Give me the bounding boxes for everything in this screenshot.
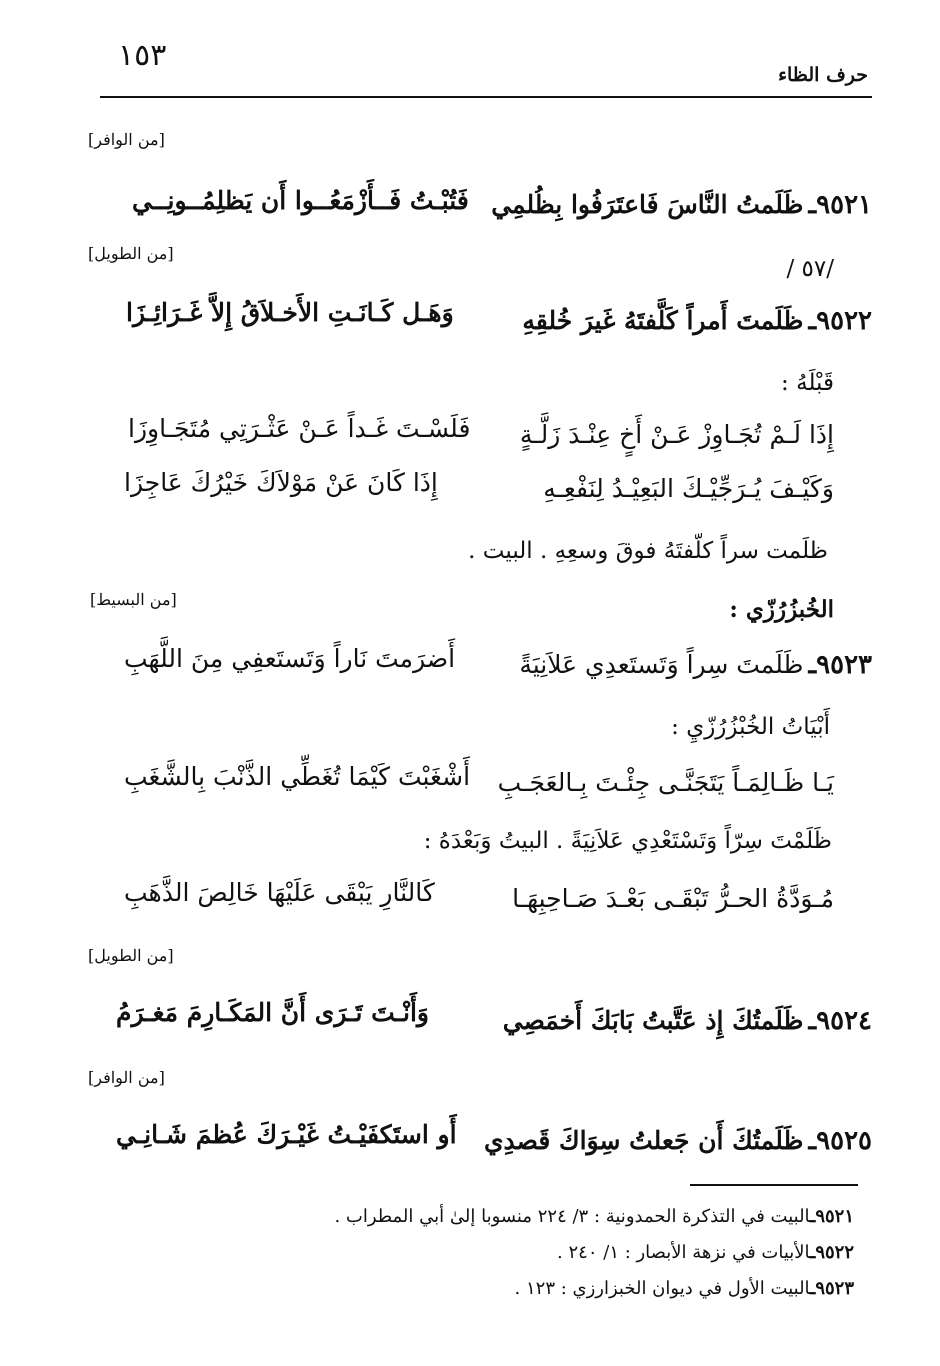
footnote-number: ٩٥٢٢ـ — [810, 1242, 854, 1263]
hemistich-first: إِذَا لَـمْ تُجَـاوِزْ عَـنْ أَخٍ عِنْـدَ زَلَّـةٍ — [519, 420, 834, 449]
verse-line — [519, 650, 872, 680]
hemistich-first: ظَلَمتُ النَّاسَ فَاعتَرَفُوا بِظُلمِي — [491, 190, 804, 219]
footnote-text: البيت في التذكرة الحمدونية : ٣/ ٢٢٤ منسوبا إلىٰ أبي المطراب . — [334, 1206, 811, 1227]
footnote — [515, 1278, 854, 1299]
page-number: ١٥٣ — [118, 38, 167, 73]
meter-label: [من الطويل] — [88, 244, 174, 263]
hemistich-second: فَتُبْـتُ فَــأَزْمَعُــوا أَن يَظلِمُــونِــي — [132, 186, 469, 215]
meter-label: [من الطويل] — [88, 946, 174, 965]
variant-line: ظلَمت سراً كلّفتَهُ فوقَ وسعِهِ . البيت . — [468, 538, 828, 564]
verse-number: ٩٥٢٢ـ — [808, 306, 872, 336]
hemistich-second: أَشْغَبْتَ كَيْمَا تُغَطِّي الذَّنْبَ بِالشَّغَبِ — [124, 762, 471, 791]
meter-label: [من الوافر] — [88, 1068, 165, 1087]
meter-label: [من الوافر] — [88, 130, 165, 149]
hemistich-second: فَلَسْـتَ غَـداً عَـنْ عَثْـرَتِي مُتَجَـاوِزَا — [128, 414, 471, 443]
hemistich-second: وَهَـل كَـانَـتِ الأَخـلاَقُ إِلاَّ غَـرَائِـزَا — [126, 298, 454, 327]
hemistich-first: مُـوَدَّةُ الحـرُّ تَبْقَـى بَعْـدَ صَـاحِبِهَـا — [512, 884, 834, 913]
verse-line — [491, 190, 872, 220]
verse-line — [522, 306, 872, 336]
footnote-divider — [690, 1184, 858, 1186]
footnote — [334, 1206, 854, 1227]
verse-number: ٩٥٢٤ـ — [808, 1006, 872, 1036]
hemistich-first: ظَلَمتُكَ إِذ عَتَّبتُ بَابَكَ أَخمَصِي — [502, 1006, 804, 1035]
reference-number: / ٥٧/ — [786, 256, 834, 282]
verse-number: ٩٥٢٣ـ — [808, 650, 872, 680]
hemistich-second: أَضرَمتَ نَاراً وَتَستَعفِي مِنَ اللَّهَبِ — [124, 644, 456, 673]
hemistich-second: وَأَنْـتَ تَـرَى أَنَّ المَكَـارِمَ مَغـرَمُ — [116, 998, 429, 1027]
hemistich-first: وَكَيْـفَ يُـرَجِّيْـكَ البَعِيْـدُ لِنَفْعِـهِ — [543, 474, 834, 503]
before-label: قَبْلَهُ : — [781, 370, 834, 396]
hemistich-second: إِذَا كَانَ عَنْ مَوْلاَكَ خَيْرُكَ عَاجِزَا — [124, 468, 438, 497]
hemistich-first: ظَلَمتَ أَمراً كَلَّفتَهُ غَيرَ خُلقِهِ — [522, 306, 804, 335]
footnote-number: ٩٥٢١ـ — [810, 1206, 854, 1227]
verse-line — [503, 1006, 872, 1036]
meter-label: [من البسيط] — [90, 590, 177, 609]
verse-line — [484, 1126, 872, 1156]
after-label: ظَلَمْتَ سِرّاً وَتَسْتَعْدِي عَلاَنِيَةً . البيتُ وَبَعْدَهُ : — [423, 828, 832, 854]
attribution: الخُبزُرُزّي : — [729, 596, 834, 623]
footnote-text: الأبيات في نزهة الأبصار : ١/ ٢٤٠ . — [557, 1242, 811, 1263]
hemistich-first: يَـا ظَـالِمَـاً يَتَجَنَّـى جِئْـتَ بِـالعَجَـبِ — [497, 768, 834, 797]
verses-label: أَبْيَاتُ الخُبْزُرُزّيِ : — [671, 714, 830, 740]
running-head: حرف الظاء — [778, 64, 868, 86]
footnote — [557, 1242, 854, 1263]
footnote-text: البيت الأول في ديوان الخبزارزي : ١٢٣ . — [514, 1278, 811, 1299]
verse-number: ٩٥٢١ـ — [808, 190, 872, 220]
hemistich-second: كَالنَّارِ يَبْقَى عَلَيْهَا خَالِصَ الذَّهَبِ — [124, 878, 435, 907]
hemistich-first: ظَلَمتُكَ أَن جَعلتُ سِوَاكَ قَصدِي — [483, 1126, 804, 1155]
hemistich-first: ظَلَمتَ سِراً وَتَستَعدِي عَلاَنِيَةً — [519, 650, 804, 679]
hemistich-second: أَو استَكفَيْـتُ غَيْـرَكَ عُظمَ شَـانِـي — [116, 1120, 457, 1149]
verse-number: ٩٥٢٥ـ — [808, 1126, 872, 1156]
footnote-number: ٩٥٢٣ـ — [810, 1278, 854, 1299]
header-divider — [100, 96, 872, 98]
